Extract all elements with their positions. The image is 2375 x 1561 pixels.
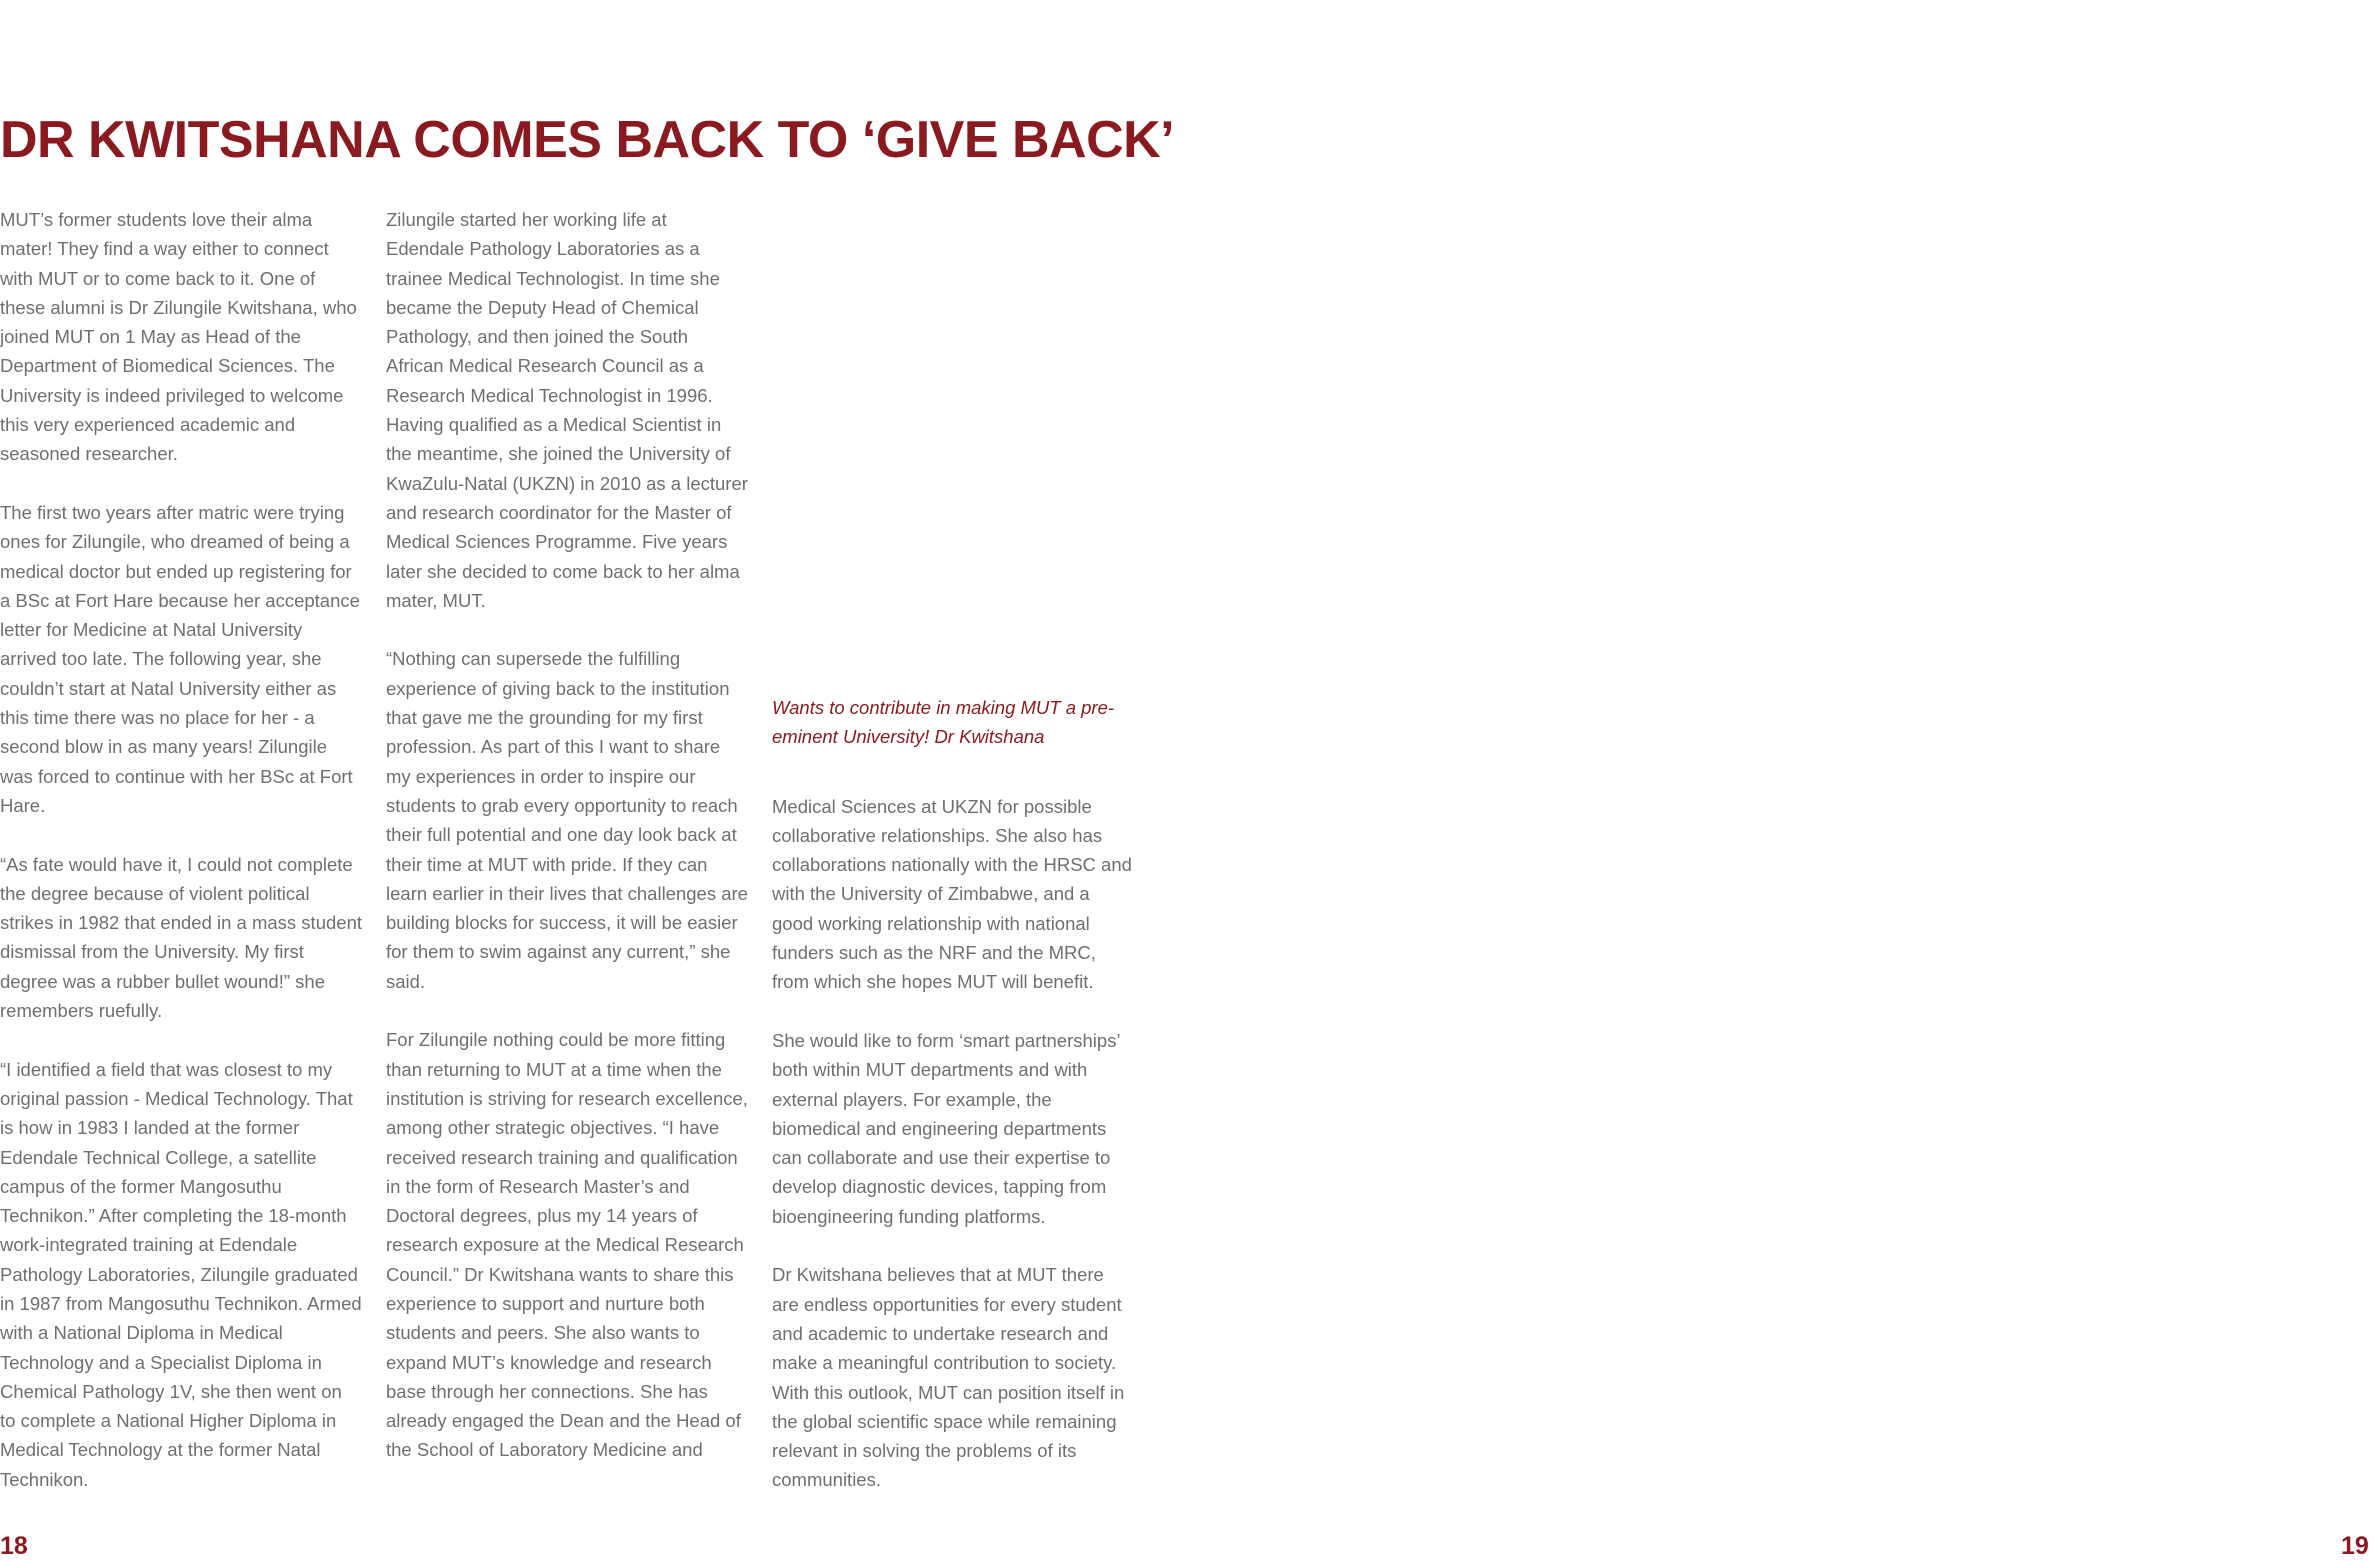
paragraph: “I identified a field that was closest to my original passion - Medical Technology. That is how in 1983 I landed at the former Edendale Technical College, a satellite campus of the former Mangosuthu Technikon.” After completing the 18-month work-integrated training at Edendale Pathology Laboratories, Zilungile graduated in 1987 from Mangosuthu Technikon. Armed with a National Diploma in Medical Technology and a Specialist Diploma in Chemical Pathology 1V, she then went on to complete a National Higher Diploma in Medical Technology at the former Natal Technikon. — [0, 1058, 362, 1490]
paragraph: Dr Kwitshana believes that at MUT there are endless opportunities for every student and academic to undertake research and make a meaningful contribution to society. With this outlook, MUT can position itself in the global scientific space while remaining relevant in solving the problems of its communities. — [772, 1264, 1125, 1491]
article-column-3 — [772, 693, 1134, 1495]
paragraph: MUT’s former students love their alma mater! They find a way either to connect with MUT or to come back to it. One of these alumni is Dr Zilungile Kwitshana, who joined MUT on 1 May as Head of the Department of Biomedical Sciences. The University is indeed privileged to welcome this very experienced academic and seasoned researcher. — [0, 209, 357, 465]
article-column-2 — [386, 205, 748, 1465]
paragraph: For Zilungile nothing could be more fitting than returning to MUT at a time when the institution is striving for research excellence, among other strategic objectives. “I have received research training and qualification in the form of Research Master’s and Doctoral degrees, plus my 14 years of research exposure at the Medical Research Council.” Dr Kwitshana wants to share this experience to support and nurture both students and peers. She also wants to expand MUT’s knowledge and research base through her connections. She has already engaged the Dean and the Head of the School of Laboratory Medicine and — [386, 1029, 748, 1461]
paragraph: The first two years after matric were trying ones for Zilungile, who dreamed of being a medical doctor but ended up registering for a BSc at Fort Hare because her acceptance letter for Medicine at Natal University arrived too late. The following year, she couldn’t start at Natal University either as this time there was no place for her - a second blow in as many years! Zilungile was forced to continue with her BSc at Fort Hare. — [0, 501, 360, 816]
paragraph: Zilungile started her working life at Edendale Pathology Laboratories as a trainee Medical Technologist. In time she became the Deputy Head of Chemical Pathology, and then joined the South African Medical Research Council as a Research Medical Technologist in 1996. Having qualified as a Medical Scientist in the meantime, she joined the University of KwaZulu-Natal (UKZN) in 2010 as a lecturer and research coordinator for the Master of Medical Sciences Programme. Five years later she decided to come back to her alma mater, MUT. — [386, 209, 748, 611]
paragraph: “Nothing can supersede the fulfilling experience of giving back to the institution that gave me the grounding for my first profession. As part of this I want to share my experiences in order to inspire our students to grab every opportunity to reach their full potential and one day look back at their time at MUT with pride. If they can learn earlier in their lives that challenges are building blocks for success, it will be easier for them to swim against any current,” she said. — [386, 648, 748, 992]
article-title: DR KWITSHANA COMES BACK TO ‘GIVE BACK’ — [0, 111, 1175, 169]
photo-caption: Wants to contribute in making MUT a pre-eminent University! Dr Kwitshana — [772, 697, 1115, 748]
page-number-left: 18 — [0, 1532, 28, 1560]
page-number-right: 19 — [2341, 1532, 2369, 1560]
article-column-1 — [0, 205, 362, 1494]
paragraph: She would like to form ‘smart partnerships’ both within MUT departments and with external players. For example, the biomedical and engineering departments can collaborate and use their expertise to develop diagnostic devices, tapping from bioengineering funding platforms. — [772, 1029, 1120, 1227]
paragraph: Medical Sciences at UKZN for possible collaborative relationships. She also has collaborations nationally with the HRSC and with the University of Zimbabwe, and a good working relationship with national funders such as the NRF and the MRC, from which she hopes MUT will benefit. — [772, 795, 1132, 993]
paragraph: “As fate would have it, I could not complete the degree because of violent political strikes in 1982 that ended in a mass student dismissal from the University. My first degree was a rubber bullet wound!” she remembers ruefully. — [0, 853, 362, 1022]
